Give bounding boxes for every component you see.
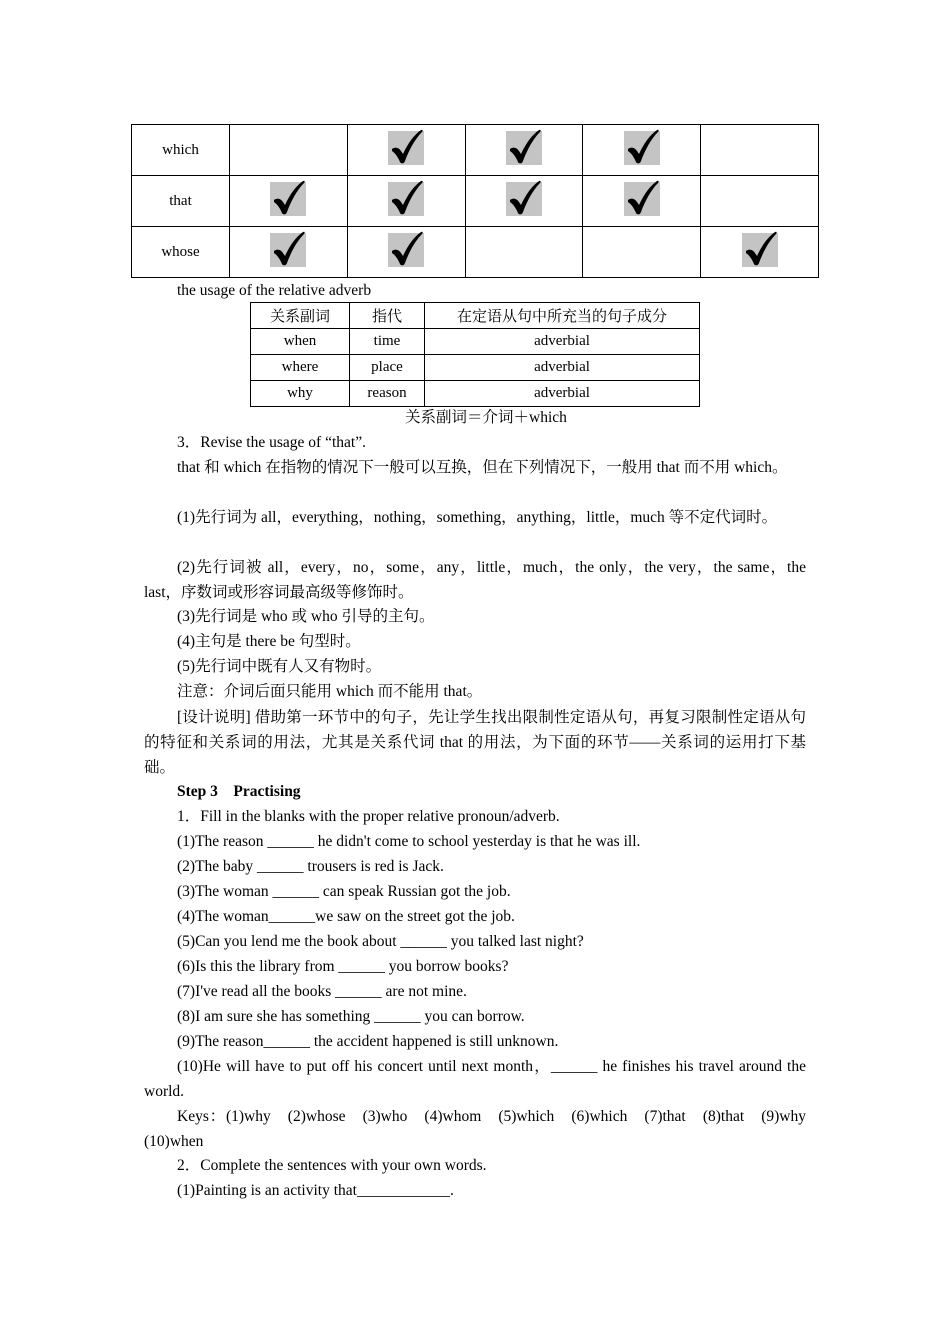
checkmark-icon xyxy=(388,233,424,267)
relative-pronoun-check-table xyxy=(131,124,819,278)
checkmark-icon xyxy=(506,182,542,216)
check-cell xyxy=(347,176,465,227)
check-cell xyxy=(230,176,348,227)
table-cell: adverbial xyxy=(425,381,700,407)
answer-keys: Keys：(1)why (2)whose (3)who (4)whom (5)which (6)which (7)that (8)that (9)why (10)when xyxy=(144,1108,822,1150)
check-cell xyxy=(347,125,465,176)
check-cell xyxy=(701,227,819,278)
exercise1-title: 1．Fill in the blanks with the proper relative pronoun/adverb. xyxy=(177,808,560,825)
relative-adverb-table xyxy=(250,302,700,407)
design-note: [设计说明] 借助第一环节中的句子，先让学生找出限制性定语从句，再复习限制性定语从句的特征和关系词的用法，尤其是关系代词 that 的用法，为下面的环节——关系词的运用打下基础。 xyxy=(144,709,806,776)
formula: 关系副词＝介词＋which xyxy=(405,409,567,426)
check-cell xyxy=(583,125,701,176)
exercise-item: (1)The reason ______ he didn't come to school yesterday is that he was ill. xyxy=(177,833,641,850)
adverb-table-header xyxy=(251,303,700,329)
step3-heading: Step 3 Practising xyxy=(177,783,301,800)
checkmark-icon xyxy=(624,182,660,216)
check-cell xyxy=(465,125,583,176)
relative-word-cell: which xyxy=(132,125,230,176)
header-cell: 在定语从句中所充当的句子成分 xyxy=(425,303,700,329)
exercise-item: (5)Can you lend me the book about ______ you talked last night? xyxy=(177,933,584,950)
check-cell xyxy=(701,176,819,227)
table-row xyxy=(251,329,700,355)
checkmark-icon xyxy=(388,182,424,216)
check-cell xyxy=(583,227,701,278)
table-cell: place xyxy=(350,355,425,381)
table-cell: when xyxy=(251,329,350,355)
exercise-item: (10)He will have to put off his concert until next month，______ he finishes his travel around the world. xyxy=(144,1058,806,1100)
check-table-row xyxy=(132,125,819,176)
revise-title: 3．Revise the usage of “that”. xyxy=(177,434,366,451)
check-table-row xyxy=(132,227,819,278)
exercise-item: (9)The reason______ the accident happened is still unknown. xyxy=(177,1033,559,1050)
header-cell: 关系副词 xyxy=(251,303,350,329)
check-cell xyxy=(465,176,583,227)
rule-item: (2)先行词被 all，every，no，some，any，little，much，the only，the very，the same，the last，序数词或形容词最高级等修饰时。 xyxy=(144,559,806,601)
revise-intro: that 和 which 在指物的情况下一般可以互换，但在下列情况下，一般用 that 而不用 which。 xyxy=(177,459,788,476)
rule-item: (5)先行词中既有人又有物时。 xyxy=(177,658,382,675)
checkmark-icon xyxy=(270,233,306,267)
check-cell xyxy=(465,227,583,278)
check-cell xyxy=(701,125,819,176)
exercise-item: (2)The baby ______ trousers is red is Jack. xyxy=(177,858,444,875)
rule-item: (4)主句是 there be 句型时。 xyxy=(177,633,361,650)
exercise-item: (7)I've read all the books ______ are not mine. xyxy=(177,983,467,1000)
check-cell xyxy=(347,227,465,278)
check-table-row xyxy=(132,176,819,227)
table-cell: why xyxy=(251,381,350,407)
checkmark-icon xyxy=(742,233,778,267)
header-cell: 指代 xyxy=(350,303,425,329)
table-cell: where xyxy=(251,355,350,381)
table-cell: time xyxy=(350,329,425,355)
rule-item: (1)先行词为 all，everything，nothing，something，anything，little，much 等不定代词时。 xyxy=(177,509,778,526)
relative-word-cell: whose xyxy=(132,227,230,278)
exercise-item: (1)Painting is an activity that____________. xyxy=(177,1182,454,1199)
exercise-item: (4)The woman______we saw on the street got the job. xyxy=(177,908,515,925)
table-row xyxy=(251,381,700,407)
exercise2-title: 2．Complete the sentences with your own words. xyxy=(177,1157,487,1174)
exercise-item: (6)Is this the library from ______ you borrow books? xyxy=(177,958,509,975)
exercise-item: (8)I am sure she has something ______ you can borrow. xyxy=(177,1008,525,1025)
table-cell: reason xyxy=(350,381,425,407)
relative-word-cell: that xyxy=(132,176,230,227)
checkmark-icon xyxy=(506,131,542,165)
checkmark-icon xyxy=(624,131,660,165)
note: 注意：介词后面只能用 which 而不能用 that。 xyxy=(177,683,483,700)
table-cell: adverbial xyxy=(425,329,700,355)
checkmark-icon xyxy=(270,182,306,216)
rule-item: (3)先行词是 who 或 who 引导的主句。 xyxy=(177,608,435,625)
checkmark-icon xyxy=(388,131,424,165)
check-cell xyxy=(583,176,701,227)
exercise-item: (3)The woman ______ can speak Russian got the job. xyxy=(177,883,511,900)
check-cell xyxy=(230,227,348,278)
table-cell: adverbial xyxy=(425,355,700,381)
table-row xyxy=(251,355,700,381)
adverb-intro: the usage of the relative adverb xyxy=(177,282,372,299)
check-cell xyxy=(230,125,348,176)
